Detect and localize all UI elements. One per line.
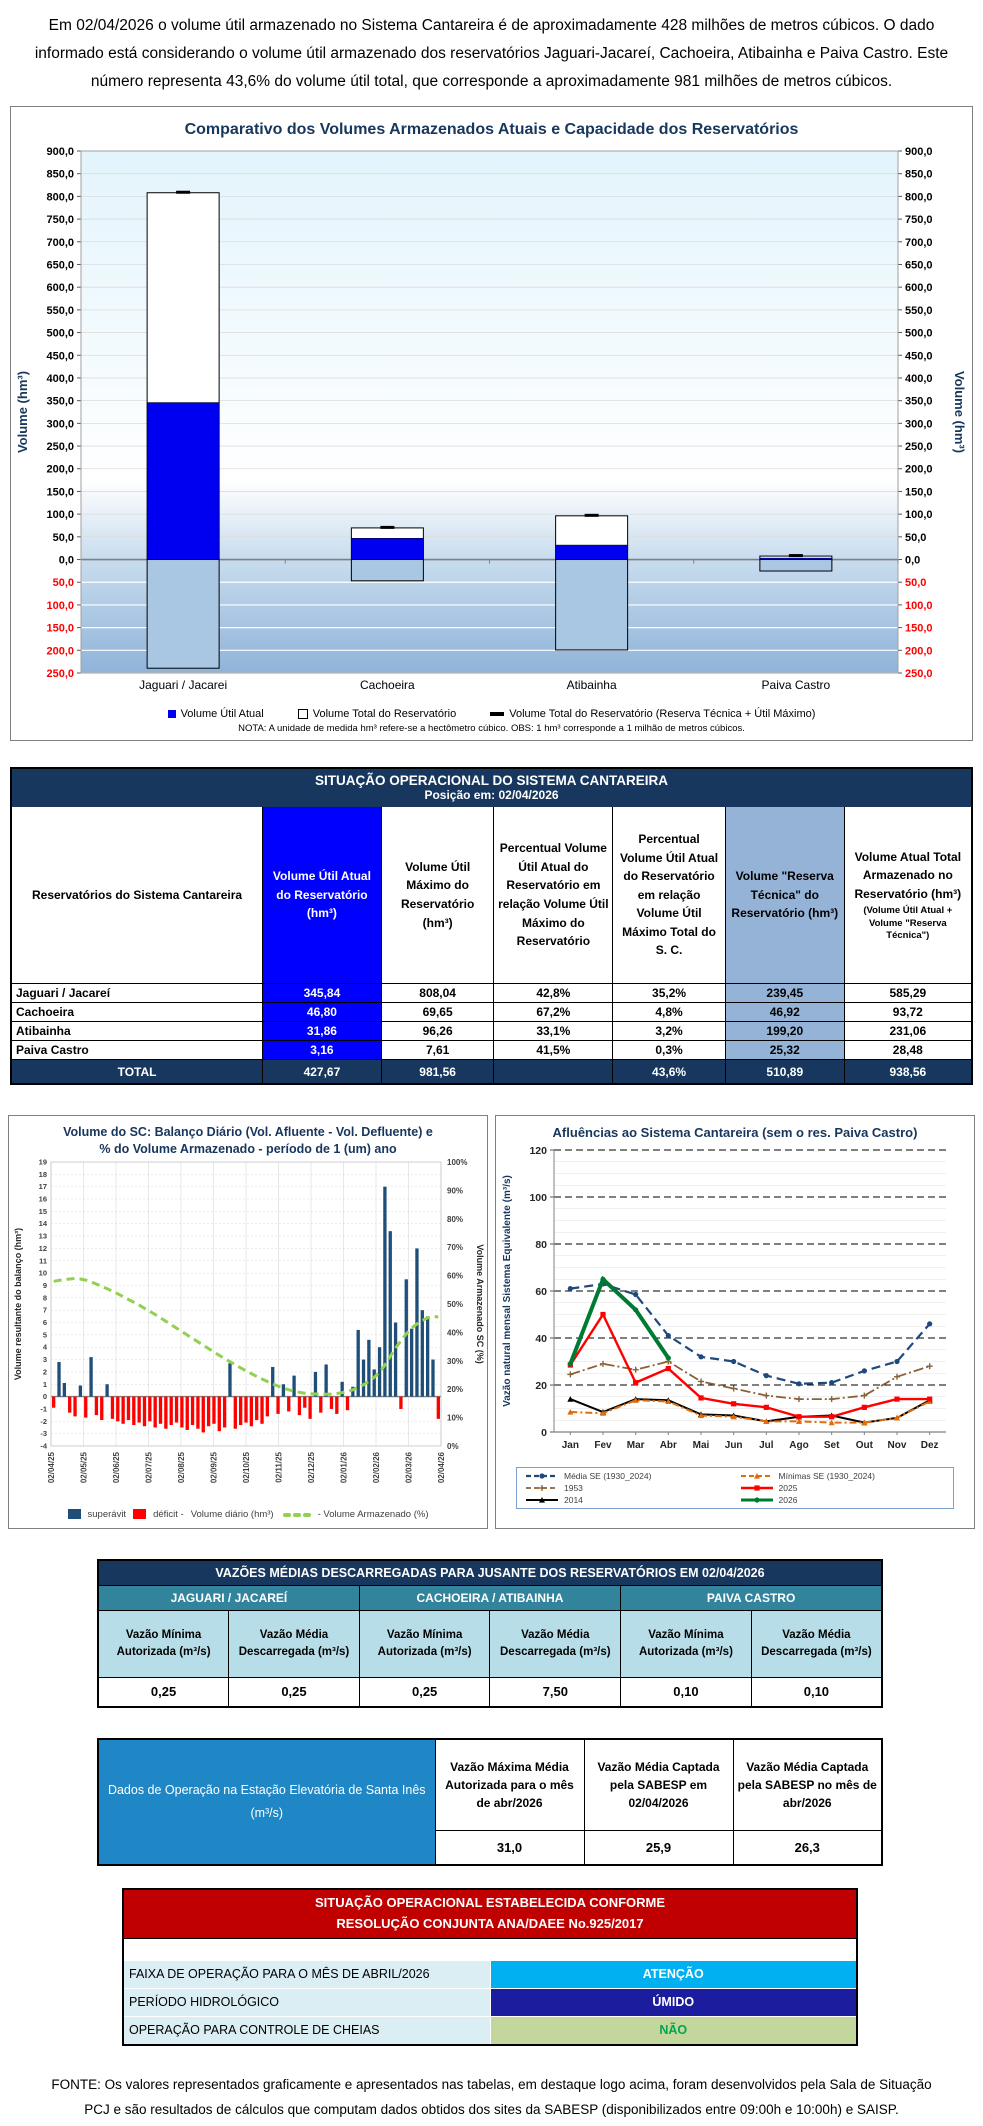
header-cell: Vazão Média Captada pela SABESP no mês de abr/2026: [733, 1739, 882, 1831]
header-cell: Vazão Mínima Autorizada (m³/s): [98, 1610, 229, 1677]
header-cell: Vazão Média Descarregada (m³/s): [751, 1610, 882, 1677]
svg-text:18: 18: [38, 1169, 47, 1179]
svg-text:19: 19: [38, 1157, 47, 1167]
svg-text:Volume (hm³): Volume (hm³): [952, 370, 967, 454]
svg-text:02/02/26: 02/02/26: [372, 1451, 381, 1483]
svg-text:Jul: Jul: [759, 1439, 774, 1451]
santa-ines-label: Dados de Operação na Estação Elevatória de Santa Inês (m³/s): [98, 1739, 435, 1865]
table-cell: 345,84: [263, 984, 382, 1003]
svg-text:17: 17: [38, 1181, 47, 1191]
header-cell: Vazão Máxima Média Autorizada para o mês de abr/2026: [435, 1739, 584, 1831]
svg-text:500,0: 500,0: [46, 327, 74, 340]
svg-text:300,0: 300,0: [46, 418, 74, 431]
black-dash-icon: [490, 712, 504, 716]
svg-text:02/09/25: 02/09/25: [209, 1451, 219, 1483]
legend-item-volume-total-reserva: Volume Total do Reservatório (Reserva Técnica + Útil Máximo): [490, 708, 815, 720]
deficit-swatch-icon: [133, 1509, 146, 1519]
bar-group: [147, 191, 219, 668]
bar-group: [351, 526, 423, 581]
legend-item: 2025: [740, 1483, 945, 1493]
white-square-icon: [298, 709, 308, 719]
svg-text:02/06/25: 02/06/25: [112, 1451, 121, 1483]
svg-text:Mar: Mar: [626, 1439, 645, 1451]
svg-text:100,0: 100,0: [905, 509, 933, 522]
header-cell: Reservatórios do Sistema Cantareira: [11, 807, 263, 984]
svg-text:150,0: 150,0: [46, 486, 74, 499]
svg-text:850,0: 850,0: [905, 168, 933, 181]
surplus-swatch-icon: [68, 1509, 81, 1519]
svg-text:150,0: 150,0: [905, 622, 933, 635]
svg-text:5: 5: [42, 1330, 47, 1340]
svg-text:200,0: 200,0: [46, 645, 74, 658]
svg-text:Vazão natural mensal Sistema: Vazão natural mensal Sistema Equivalente (m³/s): [502, 1174, 513, 1407]
spacer-row: [123, 1938, 857, 1960]
table-row: [11, 1041, 972, 1060]
svg-text:Volume resultante do balanço (: Volume resultante do balanço (hm³): [13, 1227, 23, 1380]
svg-text:-1: -1: [40, 1404, 47, 1414]
bar-group: [556, 514, 628, 650]
main-chart-legend: [11, 708, 972, 720]
afluencias-chart-title: Afluências ao Sistema Cantareira (sem o res. Paiva Castro): [552, 1125, 918, 1140]
balance-chart-plot: [9, 1158, 486, 1502]
svg-text:Mai: Mai: [692, 1439, 710, 1451]
status-badge: ÚMIDO: [490, 1988, 857, 2016]
table-cell: 3,2%: [613, 1022, 726, 1041]
table-cell: 25,32: [725, 1041, 844, 1060]
svg-text:0,0: 0,0: [58, 554, 74, 567]
svg-text:50,0: 50,0: [905, 577, 927, 590]
total-row: [11, 1060, 972, 1085]
legend-item-volume-util-atual: Volume Útil Atual: [168, 708, 264, 720]
svg-text:Abr: Abr: [659, 1439, 677, 1451]
svg-text:0%: 0%: [447, 1441, 459, 1451]
svg-text:450,0: 450,0: [905, 350, 933, 363]
svg-text:350,0: 350,0: [46, 395, 74, 408]
header-cell: Percentual Volume Útil Atual do Reservatório em relação Volume Útil Máximo do Reservatório: [494, 807, 613, 984]
svg-text:02/04/25: 02/04/25: [47, 1451, 56, 1483]
table-cell: 231,06: [844, 1022, 972, 1041]
svg-text:400,0: 400,0: [905, 372, 933, 385]
svg-text:6: 6: [42, 1317, 47, 1327]
table-cell: 7,50: [490, 1677, 621, 1707]
svg-text:Fev: Fev: [594, 1439, 612, 1451]
svg-text:-4: -4: [40, 1441, 47, 1451]
svg-text:50,0: 50,0: [52, 577, 74, 590]
table-cell: 239,45: [725, 984, 844, 1003]
svg-text:14: 14: [38, 1218, 47, 1228]
header-cell: Vazão Média Captada pela SABESP em 02/04/2026: [584, 1739, 733, 1831]
svg-text:Atibainha: Atibainha: [566, 678, 617, 692]
svg-text:Cachoeira: Cachoeira: [360, 678, 415, 692]
svg-text:0: 0: [42, 1391, 47, 1401]
svg-text:0,0: 0,0: [905, 554, 921, 567]
svg-text:120: 120: [529, 1144, 547, 1157]
svg-text:02/08/25: 02/08/25: [177, 1451, 186, 1483]
header-cell: Vazão Média Descarregada (m³/s): [229, 1610, 360, 1677]
svg-text:90%: 90%: [447, 1186, 464, 1196]
header-cell: Volume Atual Total Armazenado no Reservatório (hm³) (Volume Útil Atual + Volume "Reserva Técnica"): [844, 807, 972, 984]
table-cell: 46,80: [263, 1003, 382, 1022]
svg-text:Set: Set: [823, 1439, 840, 1451]
svg-text:40: 40: [535, 1332, 547, 1345]
series-2025: [568, 1311, 933, 1418]
table-cell: 25,9: [584, 1830, 733, 1865]
header-cell: Volume Útil Atual do Reservatório (hm³): [263, 807, 382, 984]
svg-text:200,0: 200,0: [46, 463, 74, 476]
svg-text:Jun: Jun: [724, 1439, 743, 1451]
svg-text:Jaguari / Jacarei: Jaguari / Jacarei: [139, 678, 228, 692]
legend-item: 2014: [525, 1495, 722, 1505]
table-cell: 7,61: [381, 1041, 494, 1060]
svg-text:200,0: 200,0: [905, 463, 933, 476]
status-badge: ATENÇÃO: [490, 1960, 857, 1988]
svg-text:Dez: Dez: [920, 1439, 939, 1451]
table-cell: 199,20: [725, 1022, 844, 1041]
svg-text:20%: 20%: [447, 1384, 464, 1394]
svg-text:02/10/25: 02/10/25: [242, 1451, 251, 1483]
storage-line-swatch-icon: [281, 1509, 311, 1520]
table-cell: 26,3: [733, 1830, 882, 1865]
svg-text:Volume (hm³): Volume (hm³): [15, 370, 30, 454]
svg-text:600,0: 600,0: [46, 282, 74, 295]
header-cell: Vazão Média Descarregada (m³/s): [490, 1610, 621, 1677]
table-cell: 0,3%: [613, 1041, 726, 1060]
svg-text:500,0: 500,0: [905, 327, 933, 340]
table-cell: 93,72: [844, 1003, 972, 1022]
svg-text:02/01/26: 02/01/26: [339, 1451, 349, 1483]
svg-text:Out: Out: [855, 1439, 873, 1451]
table-cell: TOTAL: [11, 1060, 263, 1085]
svg-text:40%: 40%: [447, 1328, 464, 1338]
status-label: FAIXA DE OPERAÇÃO PARA O MÊS DE ABRIL/2026: [123, 1960, 490, 1988]
legend-item: Mínimas SE (1930_2024): [740, 1471, 945, 1481]
svg-text:02/07/25: 02/07/25: [144, 1451, 154, 1483]
situacao-title: SITUAÇÃO OPERACIONAL DO SISTEMA CANTAREIRA Posição em: 02/04/2026: [11, 768, 972, 807]
svg-text:900,0: 900,0: [905, 146, 933, 158]
header-cell: Vazão Mínima Autorizada (m³/s): [359, 1610, 490, 1677]
resolucao-title: SITUAÇÃO OPERACIONAL ESTABELECIDA CONFORME RESOLUÇÃO CONJUNTA ANA/DAEE No.925/2017: [123, 1889, 857, 1939]
svg-text:Jan: Jan: [561, 1439, 579, 1451]
svg-text:Paiva Castro: Paiva Castro: [761, 678, 831, 692]
table-cell: 67,2%: [494, 1003, 613, 1022]
table-row: [11, 1022, 972, 1041]
blue-square-icon: [168, 710, 176, 718]
afluencias-chart-plot: [496, 1142, 973, 1460]
svg-text:60%: 60%: [447, 1271, 464, 1281]
group-cachoeira-atibainha: CACHOEIRA / ATIBAINHA: [359, 1585, 620, 1610]
table-cell: 510,89: [725, 1060, 844, 1085]
svg-text:650,0: 650,0: [46, 259, 74, 272]
table-cell: 0,25: [229, 1677, 360, 1707]
svg-text:70%: 70%: [447, 1242, 464, 1252]
svg-text:02/03/26: 02/03/26: [404, 1451, 414, 1483]
table-cell: [494, 1060, 613, 1085]
svg-text:250,0: 250,0: [905, 441, 933, 454]
svg-text:900,0: 900,0: [46, 146, 74, 158]
svg-text:9: 9: [42, 1280, 47, 1290]
svg-text:15: 15: [38, 1206, 47, 1216]
svg-text:-2: -2: [40, 1416, 47, 1426]
svg-text:100,0: 100,0: [46, 509, 74, 522]
status-row: [123, 1988, 857, 2016]
svg-text:1: 1: [42, 1379, 47, 1389]
resolucao-table: [122, 1888, 858, 2046]
series-2014: [567, 1396, 932, 1425]
bar-group: [760, 554, 832, 571]
fonte-text: FONTE: Os valores representados graficamente e apresentados nas tabelas, em destaque logo acima, foram desenvolvidos pela Sala de Situação PCJ e são resultados de cálculos que computam dados obtidos dos sites da SABESP (disponibilizados entre 09:00h e 10:00h) e SAISP.: [51, 2076, 932, 2117]
table-cell: 33,1%: [494, 1022, 613, 1041]
svg-text:02/05/25: 02/05/25: [79, 1451, 89, 1483]
table-cell: 0,10: [621, 1677, 752, 1707]
legend-item: Média SE (1930_2024): [525, 1471, 722, 1481]
main-chart-title: Comparativo dos Volumes Armazenados Atuais e Capacidade dos Reservatórios: [184, 121, 799, 138]
table-cell: Paiva Castro: [11, 1041, 263, 1060]
table-cell: 69,65: [381, 1003, 494, 1022]
table-cell: 808,04: [381, 984, 494, 1003]
svg-text:200,0: 200,0: [905, 645, 933, 658]
svg-text:4: 4: [42, 1342, 47, 1352]
svg-text:16: 16: [38, 1194, 47, 1204]
svg-text:700,0: 700,0: [905, 236, 933, 249]
group-jaguari: JAGUARI / JACAREÍ: [98, 1585, 359, 1610]
balance-chart-legend: superávit déficit - Volume diário (hm³) - Volume Armazenado (%): [9, 1509, 487, 1520]
svg-text:100: 100: [529, 1191, 547, 1204]
svg-text:60: 60: [535, 1285, 547, 1298]
table-cell: 96,26: [381, 1022, 494, 1041]
intro-text: Em 02/04/2026 o volume útil armazenado no Sistema Cantareira é de aproximadamente 428 milhões de metros cúbicos. O dado informado está considerando o volume útil armazenado dos reservatórios Jaguari-Jacareí, Cachoeira, Atibainha e Paiva Castro. Este número representa 43,6% do volume útil total, que corresponde a aproximadamente 981 milhões de metros cúbicos.: [34, 17, 949, 90]
main-chart: [10, 106, 973, 741]
afluencias-chart-legend: [516, 1467, 954, 1509]
table-cell: 938,56: [844, 1060, 972, 1085]
svg-text:350,0: 350,0: [905, 395, 933, 408]
svg-text:7: 7: [42, 1305, 47, 1315]
svg-text:100%: 100%: [447, 1157, 468, 1167]
header-cell: Percentual Volume Útil Atual do Reservatório em relação Volume Útil Máximo Total do S. C.: [613, 807, 726, 984]
legend-item-volume-total: Volume Total do Reservatório: [298, 708, 457, 720]
svg-text:02/04/26: 02/04/26: [437, 1451, 446, 1483]
table-cell: 585,29: [844, 984, 972, 1003]
svg-text:550,0: 550,0: [905, 304, 933, 317]
svg-text:750,0: 750,0: [46, 214, 74, 227]
series-1953: [567, 1358, 932, 1402]
svg-text:50,0: 50,0: [52, 531, 74, 544]
table-cell: Cachoeira: [11, 1003, 263, 1022]
svg-text:-3: -3: [40, 1428, 47, 1438]
svg-text:150,0: 150,0: [46, 622, 74, 635]
svg-text:50%: 50%: [447, 1299, 464, 1309]
svg-text:80%: 80%: [447, 1214, 464, 1224]
table-row: [11, 1003, 972, 1022]
table-cell: 35,2%: [613, 984, 726, 1003]
svg-text:3: 3: [42, 1354, 47, 1364]
table-cell: 28,48: [844, 1041, 972, 1060]
svg-text:100,0: 100,0: [46, 599, 74, 612]
table-cell: 4,8%: [613, 1003, 726, 1022]
svg-text:Nov: Nov: [887, 1439, 907, 1451]
small-charts-row: [8, 1115, 975, 1529]
svg-text:250,0: 250,0: [46, 668, 74, 680]
table-cell: 0,10: [751, 1677, 882, 1707]
vazoes-table: [97, 1559, 883, 1708]
main-chart-plot: [11, 141, 968, 701]
header-cell: Volume "Reserva Técnica" do Reservatório (hm³): [725, 807, 844, 984]
table-cell: Atibainha: [11, 1022, 263, 1041]
table-cell: 427,67: [263, 1060, 382, 1085]
table-cell: 42,8%: [494, 984, 613, 1003]
svg-text:450,0: 450,0: [46, 350, 74, 363]
table-cell: 3,16: [263, 1041, 382, 1060]
situacao-table: [10, 767, 973, 1085]
svg-text:800,0: 800,0: [905, 191, 933, 204]
svg-text:10: 10: [38, 1268, 47, 1278]
legend-item: 1953: [564, 1482, 583, 1493]
svg-text:100,0: 100,0: [905, 599, 933, 612]
svg-text:80: 80: [535, 1238, 547, 1251]
santa-ines-table: [97, 1738, 883, 1866]
svg-text:550,0: 550,0: [46, 304, 74, 317]
svg-text:650,0: 650,0: [905, 259, 933, 272]
svg-text:800,0: 800,0: [46, 191, 74, 204]
table-cell: 0,25: [359, 1677, 490, 1707]
table-cell: 43,6%: [613, 1060, 726, 1085]
svg-text:250,0: 250,0: [905, 668, 933, 680]
svg-text:700,0: 700,0: [46, 236, 74, 249]
svg-text:50,0: 50,0: [905, 531, 927, 544]
status-badge: NÃO: [490, 2016, 857, 2045]
table-cell: 46,92: [725, 1003, 844, 1022]
svg-text:600,0: 600,0: [905, 282, 933, 295]
afluencias-chart: [495, 1115, 975, 1529]
table-row: [11, 984, 972, 1003]
svg-text:02/11/25: 02/11/25: [274, 1451, 284, 1483]
svg-text:02/12/25: 02/12/25: [307, 1451, 316, 1483]
status-row: [123, 2016, 857, 2045]
svg-text:300,0: 300,0: [905, 418, 933, 431]
svg-text:850,0: 850,0: [46, 168, 74, 181]
header-cell: Volume Útil Máximo do Reservatório (hm³): [381, 807, 494, 984]
table-cell: 0,25: [98, 1677, 229, 1707]
svg-text:Volume Armazenado SC (%): Volume Armazenado SC (%): [475, 1243, 485, 1364]
header-cell: Vazão Mínima Autorizada (m³/s): [621, 1610, 752, 1677]
svg-text:250,0: 250,0: [46, 441, 74, 454]
svg-text:2: 2: [42, 1367, 47, 1377]
svg-text:11: 11: [39, 1256, 47, 1266]
svg-text:12: 12: [38, 1243, 47, 1253]
svg-text:750,0: 750,0: [905, 214, 933, 227]
legend-item: 2026: [740, 1495, 945, 1505]
status-row: [123, 1960, 857, 1988]
table-cell: 31,0: [435, 1830, 584, 1865]
vazoes-title: VAZÕES MÉDIAS DESCARREGADAS PARA JUSANTE DOS RESERVATÓRIOS EM 02/04/2026: [98, 1560, 882, 1586]
svg-text:150,0: 150,0: [905, 486, 933, 499]
balance-chart-title: Volume do SC: Balanço Diário (Vol. Afluente - Vol. Defluente) e % do Volume Armazenado - período de 1 (um) ano: [63, 1125, 433, 1156]
svg-text:8: 8: [42, 1293, 47, 1303]
svg-text:0: 0: [541, 1426, 547, 1439]
svg-text:13: 13: [38, 1231, 47, 1241]
svg-text:10%: 10%: [447, 1413, 464, 1423]
table-cell: 31,86: [263, 1022, 382, 1041]
svg-text:Ago: Ago: [789, 1439, 809, 1451]
balance-chart: [8, 1115, 488, 1529]
group-paiva-castro: PAIVA CASTRO: [621, 1585, 882, 1610]
status-label: PERÍODO HIDROLÓGICO: [123, 1988, 490, 2016]
main-chart-note: NOTA: A unidade de medida hm³ refere-se a hectômetro cúbico. OBS: 1 hm³ corresponde a 1 milhão de metros cúbicos.: [238, 723, 745, 734]
svg-text:400,0: 400,0: [46, 372, 74, 385]
table-cell: 981,56: [381, 1060, 494, 1085]
svg-text:30%: 30%: [447, 1356, 464, 1366]
table-cell: Jaguari / Jacareí: [11, 984, 263, 1003]
svg-text:20: 20: [535, 1379, 547, 1392]
table-cell: 41,5%: [494, 1041, 613, 1060]
status-label: OPERAÇÃO PARA CONTROLE DE CHEIAS: [123, 2016, 490, 2045]
